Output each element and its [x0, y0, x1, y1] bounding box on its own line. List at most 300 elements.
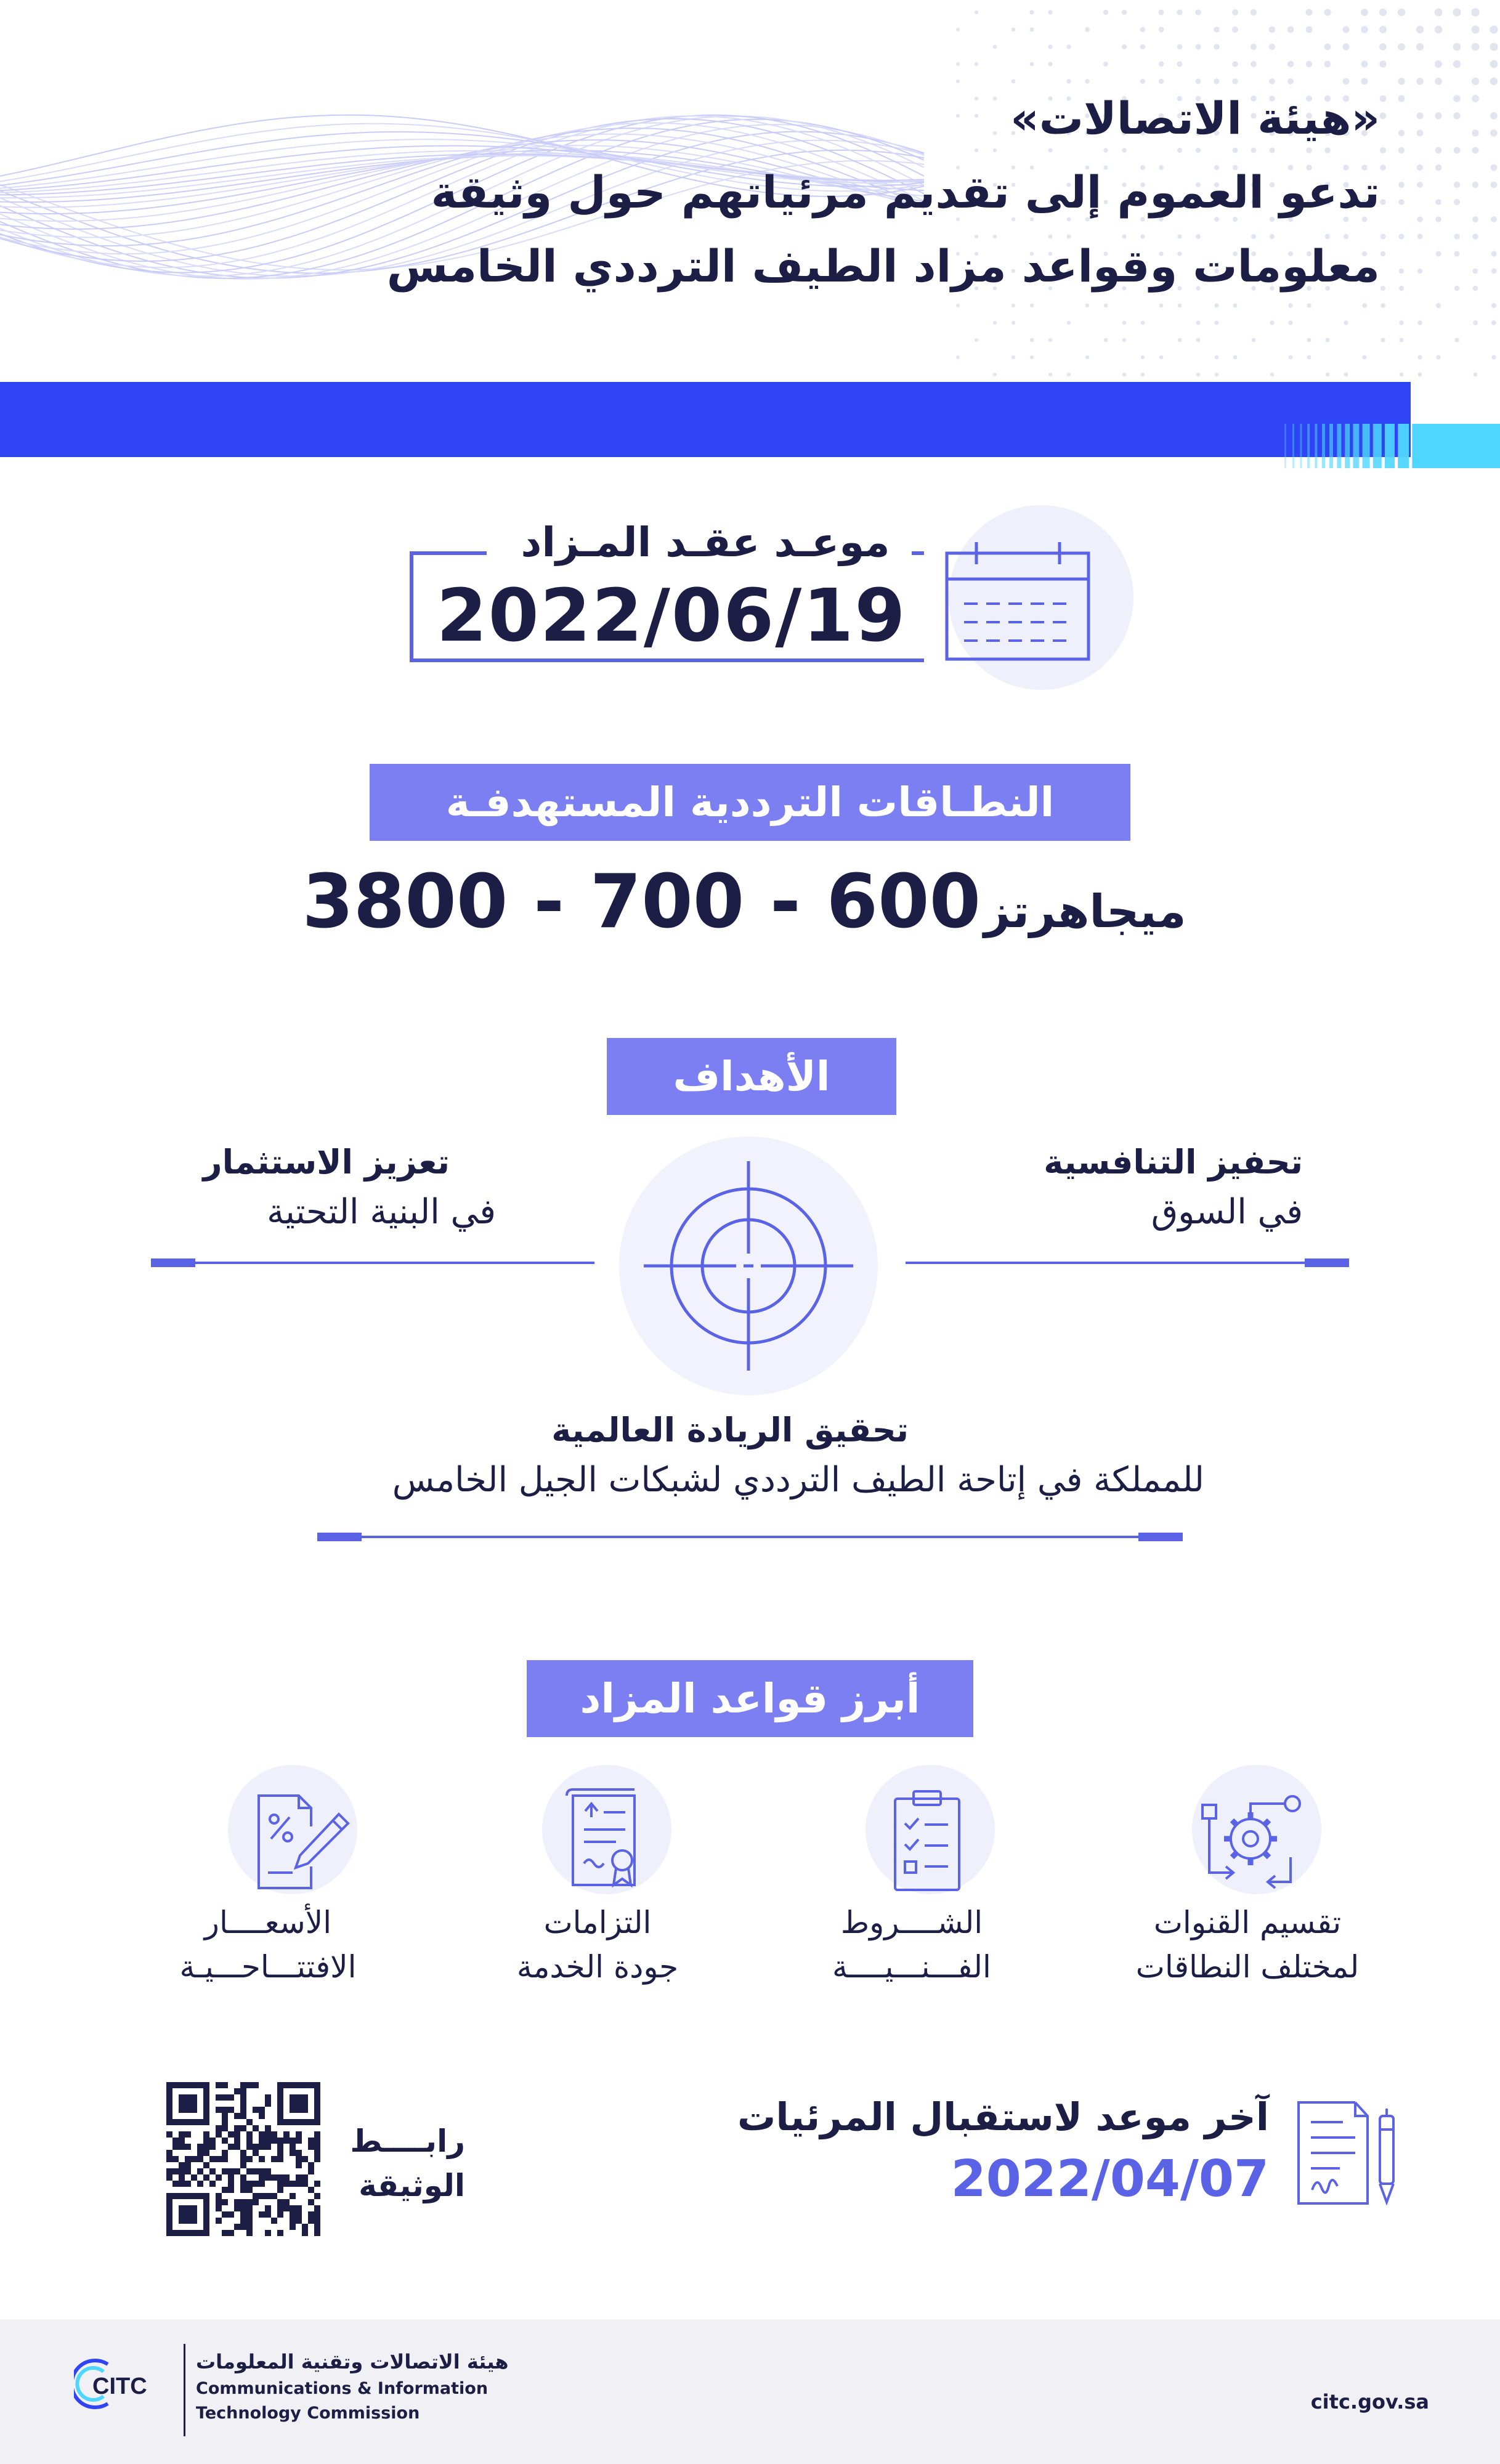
qr-module: [197, 2150, 203, 2156]
decor-dot: [1454, 182, 1460, 188]
qr-module: [228, 2187, 234, 2193]
decor-dot: [1324, 147, 1331, 153]
decor-dot: [993, 45, 997, 49]
qr-module: [265, 2131, 271, 2138]
decor-dot: [1435, 26, 1443, 34]
qr-module: [185, 2156, 191, 2162]
qr-module: [203, 2094, 209, 2101]
decor-dot: [1379, 9, 1387, 16]
decor-dot: [1344, 320, 1348, 325]
qr-module: [234, 2205, 240, 2211]
qr-module: [277, 2205, 283, 2211]
qr-module: [172, 2181, 179, 2187]
decor-dot: [1287, 78, 1294, 84]
decor-dot: [1416, 112, 1423, 119]
qr-module: [277, 2088, 283, 2094]
qr-module: [166, 2193, 172, 2199]
qr-module: [296, 2119, 302, 2125]
qr-module: [296, 2150, 302, 2156]
qr-module: [179, 2230, 185, 2236]
decor-dot: [1214, 44, 1219, 49]
qr-module: [308, 2168, 314, 2174]
decor-dot: [1417, 182, 1423, 188]
qr-module: [216, 2107, 222, 2113]
qr-module: [179, 2094, 185, 2101]
qr-module: [277, 2199, 283, 2205]
qr-module: [179, 2211, 185, 2218]
qr-module: [179, 2218, 185, 2224]
decor-dot: [1400, 373, 1404, 377]
qr-code-icon[interactable]: [166, 2082, 320, 2236]
qr-module: [246, 2156, 253, 2162]
decor-dot: [1177, 234, 1182, 239]
qr-module: [222, 2187, 228, 2193]
decor-dot: [1398, 147, 1405, 153]
rule-quality-label: التزامات جودة الخدمة: [516, 1905, 679, 1985]
qr-module: [209, 2156, 216, 2162]
qr-module: [308, 2119, 314, 2125]
qr-module: [259, 2156, 265, 2162]
decor-dot: [1177, 148, 1182, 153]
qr-module: [185, 2107, 191, 2113]
decor-dot: [1158, 9, 1164, 15]
percent-document-icon: [231, 1780, 354, 1903]
qr-module: [246, 2168, 253, 2174]
cyan-stripe: [1363, 424, 1370, 468]
decor-dot: [1380, 164, 1386, 171]
decor-dot: [975, 114, 978, 118]
qr-module: [314, 2150, 320, 2156]
decor-dot: [1490, 60, 1498, 68]
qr-module: [296, 2101, 302, 2107]
decor-dot: [1196, 373, 1200, 376]
decor-dot: [1122, 148, 1127, 153]
qr-module: [283, 2199, 290, 2205]
qr-module: [302, 2230, 308, 2236]
decor-dot: [1140, 27, 1146, 33]
decor-dot: [1269, 78, 1275, 84]
rule-channels-label: تقسيم القنوات لمختلف النطاقات: [1135, 1905, 1360, 1985]
decor-dot: [1380, 95, 1387, 102]
decor-dot: [1344, 373, 1348, 377]
qr-module: [265, 2205, 271, 2211]
qr-module: [203, 2199, 209, 2205]
qr-module: [277, 2094, 283, 2101]
qr-module: [314, 2211, 320, 2218]
qr-module: [302, 2224, 308, 2230]
decor-dot: [1122, 338, 1127, 342]
decor-dot: [975, 97, 978, 100]
decor-dot: [1325, 338, 1329, 342]
qr-module: [290, 2144, 296, 2150]
decor-dot: [1490, 112, 1498, 120]
header-title-line-1: «هيئة الاتصالات»: [1010, 92, 1380, 144]
qr-module: [314, 2205, 320, 2211]
qr-module: [172, 2138, 179, 2144]
footer-divider: [184, 2344, 185, 2436]
qr-module: [271, 2138, 277, 2144]
qr-module: [296, 2156, 302, 2162]
auction-date-value: 2022/06/19: [436, 573, 907, 658]
decor-dot: [1029, 10, 1034, 14]
qr-module: [240, 2082, 246, 2088]
qr-module: [302, 2082, 308, 2088]
qr-module: [191, 2211, 197, 2218]
qr-module: [240, 2094, 246, 2101]
decor-dot: [1472, 78, 1479, 85]
qr-module: [172, 2193, 179, 2199]
decor-dot: [1029, 62, 1034, 66]
qr-module: [166, 2094, 172, 2101]
qr-module: [314, 2144, 320, 2150]
decor-dot: [1233, 148, 1238, 153]
qr-module: [191, 2094, 197, 2101]
qr-module: [179, 2119, 185, 2125]
qr-module: [216, 2094, 222, 2101]
qr-module: [222, 2125, 228, 2131]
qr-module: [191, 2107, 197, 2113]
qr-module: [234, 2131, 240, 2138]
decor-dot: [1435, 164, 1441, 171]
qr-module: [314, 2230, 320, 2236]
qr-module: [302, 2107, 308, 2113]
qr-module: [222, 2150, 228, 2156]
decor-dot: [1416, 43, 1424, 51]
decor-dot: [1344, 234, 1349, 240]
qr-module: [296, 2107, 302, 2113]
qr-module: [246, 2211, 253, 2218]
qr-module: [222, 2082, 228, 2088]
qr-module: [191, 2156, 197, 2162]
qr-module: [228, 2131, 234, 2138]
decor-dot: [1491, 182, 1498, 188]
decor-dot: [1270, 234, 1275, 239]
decor-dot: [1177, 44, 1182, 49]
decor-dot: [1379, 26, 1387, 33]
cyan-stripe: [1322, 424, 1325, 468]
decor-dot: [975, 62, 978, 66]
decor-dot: [1473, 320, 1478, 325]
decor-dot: [1361, 60, 1368, 67]
decor-dot: [1473, 372, 1477, 376]
decor-dot: [1122, 321, 1127, 325]
qr-module: [277, 2181, 283, 2187]
decor-dot: [1030, 304, 1034, 307]
qr-module: [271, 2156, 277, 2162]
decor-dot: [1454, 147, 1461, 154]
decor-dot: [1417, 320, 1422, 325]
qr-module: [290, 2224, 296, 2230]
qr-module: [216, 2205, 222, 2211]
frequency-values: [290, 859, 1214, 952]
cyan-stripe: [1284, 424, 1286, 468]
decor-dot: [1048, 235, 1053, 239]
decor-dot: [1251, 61, 1257, 67]
decor-dot: [1491, 355, 1496, 359]
qr-module: [185, 2082, 191, 2088]
decor-dot: [1232, 61, 1238, 67]
deadline-date: 2022/04/07: [951, 2150, 1269, 2208]
qr-module: [246, 2218, 253, 2224]
header-title-line-2: تدعو العموم إلى تقديم مرئياتهم حول وثيقة: [431, 166, 1380, 218]
target-icon: [644, 1161, 853, 1371]
decor-dot: [1472, 95, 1479, 102]
qr-module: [271, 2193, 277, 2199]
qr-module: [296, 2205, 302, 2211]
qr-module: [222, 2119, 228, 2125]
qr-module: [166, 2218, 172, 2224]
qr-module: [290, 2094, 296, 2101]
decor-dot: [1196, 234, 1201, 239]
decor-dot: [1251, 234, 1256, 239]
qr-module: [290, 2218, 296, 2224]
decor-dot: [1307, 303, 1311, 308]
footer-english-name-1: Communications & Information: [196, 2379, 489, 2398]
qr-module: [277, 2174, 283, 2181]
decor-dot: [1252, 338, 1256, 342]
decor-dot: [1306, 147, 1311, 153]
decor-dot: [1435, 78, 1442, 85]
decor-dot: [1122, 44, 1127, 49]
decor-dot: [1326, 373, 1330, 377]
decor-dot: [1011, 79, 1016, 84]
decor-dot: [1215, 321, 1219, 325]
decor-dot: [975, 148, 978, 152]
qr-module: [314, 2193, 320, 2199]
decor-dot: [1417, 355, 1422, 359]
decor-dot: [1159, 355, 1164, 360]
goal-left-divider: [151, 1262, 594, 1264]
qr-module: [277, 2187, 283, 2193]
qr-module: [197, 2082, 203, 2088]
decor-dot: [1472, 182, 1478, 188]
qr-module: [216, 2193, 222, 2199]
rules-heading: أبرز قواعد المزاد: [527, 1660, 973, 1737]
qr-module: [246, 2187, 253, 2193]
decor-dot: [1066, 79, 1071, 83]
goal-investment-title: تعزيز الاستثمار: [203, 1143, 450, 1181]
decor-dot: [956, 355, 960, 359]
decor-dot: [1233, 303, 1237, 307]
decor-dot: [1379, 60, 1386, 67]
qr-module: [179, 2082, 185, 2088]
qr-module: [277, 2113, 283, 2119]
decor-dot: [1454, 233, 1459, 239]
qr-module: [265, 2168, 271, 2174]
qr-module: [191, 2174, 197, 2181]
qr-module: [290, 2211, 296, 2218]
qr-module: [283, 2181, 290, 2187]
qr-module: [222, 2138, 228, 2144]
qr-module: [185, 2193, 191, 2199]
cyan-stripe: [1345, 424, 1350, 468]
decor-dot: [1141, 321, 1145, 325]
decor-dot: [1195, 9, 1201, 15]
decor-dot: [1416, 78, 1424, 85]
decor-dot: [975, 235, 978, 238]
qr-module: [308, 2162, 314, 2168]
qr-module: [166, 2168, 172, 2174]
decor-dot: [1306, 26, 1313, 33]
qr-module: [240, 2088, 246, 2094]
decor-dot: [1159, 27, 1164, 33]
qr-module: [166, 2101, 172, 2107]
decor-dot: [1398, 78, 1405, 84]
qr-module: [222, 2199, 228, 2205]
qr-module: [277, 2150, 283, 2156]
qr-module: [185, 2101, 191, 2107]
qr-module: [222, 2113, 228, 2119]
decor-dot: [1399, 338, 1403, 342]
decor-dot: [1472, 129, 1478, 136]
calendar-icon: [939, 536, 1100, 665]
decor-dot: [993, 235, 997, 238]
goal-competition-sub: في السوق: [1151, 1192, 1303, 1232]
qr-module: [179, 2107, 185, 2113]
qr-module: [191, 2082, 197, 2088]
decor-dot: [1270, 320, 1274, 325]
qr-module: [216, 2174, 222, 2181]
qr-module: [172, 2119, 179, 2125]
decor-dot: [1454, 251, 1459, 256]
qr-module: [302, 2119, 308, 2125]
qr-module: [166, 2205, 172, 2211]
qr-module: [172, 2168, 179, 2174]
decor-dot: [1288, 303, 1292, 307]
decor-dot: [1380, 251, 1386, 257]
qr-module: [166, 2107, 172, 2113]
decor-dot: [1306, 61, 1312, 67]
decor-dot: [1454, 199, 1460, 205]
qr-module: [197, 2119, 203, 2125]
decor-dot: [1159, 62, 1164, 67]
decor-dot: [1048, 338, 1052, 342]
cyan-stripe: [1307, 424, 1310, 468]
qr-module: [314, 2138, 320, 2144]
cyan-stripe: [1373, 424, 1382, 468]
decor-dot: [1325, 234, 1330, 239]
decor-dot: [1270, 373, 1275, 377]
decor-dot: [1472, 43, 1480, 51]
decor-dot: [1141, 355, 1145, 359]
decor-dot: [1380, 199, 1385, 205]
qr-module: [240, 2211, 246, 2218]
decor-dot: [1030, 338, 1034, 342]
decor-dot: [1398, 182, 1405, 188]
qr-module: [197, 2230, 203, 2236]
decor-dot: [1215, 355, 1219, 360]
qr-module: [166, 2230, 172, 2236]
document-pen-icon: [1281, 2091, 1405, 2215]
qr-module: [290, 2138, 296, 2144]
decor-dot: [1214, 303, 1218, 307]
footer-arabic-name: هيئة الاتصالات وتقنية المعلومات: [196, 2350, 509, 2373]
decor-dot: [1416, 26, 1424, 33]
decor-dot: [993, 97, 997, 101]
decor-dot: [956, 304, 960, 307]
qr-module: [216, 2125, 222, 2131]
qr-module: [203, 2174, 209, 2181]
footer-website-link[interactable]: citc.gov.sa: [1310, 2390, 1429, 2413]
qr-module: [197, 2181, 203, 2187]
qr-module: [296, 2181, 302, 2187]
qr-module: [314, 2156, 320, 2162]
decor-dot: [1435, 216, 1441, 222]
qr-module: [166, 2174, 172, 2181]
decor-dot: [1417, 130, 1424, 137]
decor-dot: [1361, 78, 1368, 85]
decor-dot: [1196, 148, 1201, 153]
qr-module: [265, 2193, 271, 2199]
qr-module: [191, 2218, 197, 2224]
rule-prices-label: الأسعــــار الافتتـــاحـــيـة: [179, 1905, 357, 1985]
decor-dot: [1435, 60, 1442, 68]
qr-module: [302, 2101, 308, 2107]
decor-dot: [1122, 234, 1126, 238]
decor-dot: [1195, 44, 1201, 49]
decor-dot: [1048, 44, 1052, 49]
qr-module: [277, 2230, 283, 2236]
qr-module: [209, 2144, 216, 2150]
auction-date-label: موعـد عقـد المـزاد: [521, 519, 890, 566]
qr-module: [240, 2187, 246, 2193]
qr-module: [246, 2138, 253, 2144]
qr-module: [185, 2131, 191, 2138]
decor-dot: [1232, 9, 1238, 15]
qr-module: [259, 2211, 265, 2218]
qr-module: [265, 2125, 271, 2131]
qr-module: [203, 2088, 209, 2094]
qr-module: [240, 2113, 246, 2119]
qr-module: [203, 2162, 209, 2168]
target-bands-heading: النطـاقات الترددية المستهدفـة: [370, 764, 1130, 841]
decor-dot: [1307, 338, 1311, 342]
qr-module: [203, 2144, 209, 2150]
gear-flow-icon: [1189, 1780, 1312, 1903]
qr-module: [179, 2174, 185, 2181]
footer-english-name-2: Technology Commission: [196, 2404, 420, 2423]
qr-module: [314, 2094, 320, 2101]
decor-dot: [993, 321, 997, 325]
qr-module: [185, 2162, 191, 2168]
qr-module: [253, 2199, 259, 2205]
qr-module: [271, 2174, 277, 2181]
header-title-line-3: معلومات وقواعد مزاد الطيف الترددي الخامس: [386, 240, 1380, 292]
cyan-stripe: [1398, 424, 1409, 468]
qr-module: [265, 2094, 271, 2101]
qr-module: [296, 2082, 302, 2088]
goal-leadership-sub: للمملكة في إتاحة الطيف الترددي لشبكات الجيل الخامس: [392, 1460, 1204, 1500]
qr-module: [246, 2144, 253, 2150]
decor-dot: [1085, 79, 1090, 84]
decor-dot: [1251, 9, 1257, 15]
qr-module: [203, 2131, 209, 2138]
qr-module: [246, 2230, 253, 2236]
qr-module: [234, 2088, 240, 2094]
decor-dot: [1380, 286, 1385, 291]
decor-dot: [1399, 286, 1404, 291]
qr-module: [166, 2199, 172, 2205]
qr-module: [203, 2218, 209, 2224]
qr-module: [290, 2101, 296, 2107]
decor-dot: [1380, 113, 1387, 120]
qr-module: [259, 2193, 265, 2199]
qr-module: [253, 2181, 259, 2187]
qr-module: [222, 2107, 228, 2113]
qr-module: [191, 2205, 197, 2211]
qr-module: [259, 2181, 265, 2187]
qr-module: [246, 2224, 253, 2230]
